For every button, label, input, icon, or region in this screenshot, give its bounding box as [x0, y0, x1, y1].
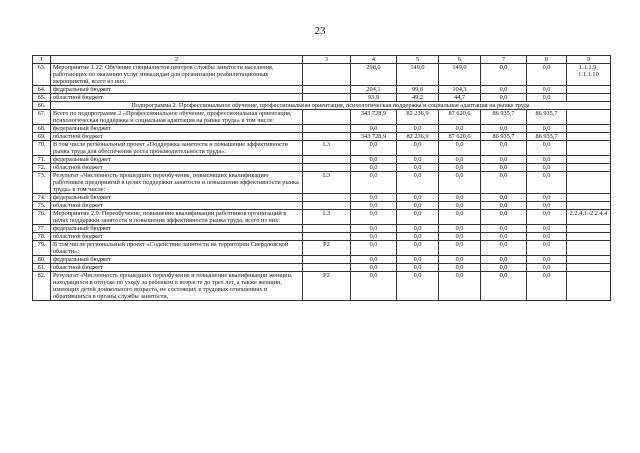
cell-ref — [567, 264, 611, 272]
cell-desc: областной бюджет — [51, 233, 303, 241]
cell-v4: 0,0 — [481, 64, 527, 86]
cell-v5: 0,0 — [527, 264, 567, 272]
cell-n: 79. — [33, 241, 51, 256]
table-row — [33, 125, 611, 133]
cell-code — [303, 202, 351, 210]
header-cell: 2 — [51, 56, 303, 64]
cell-v4: 0,0 — [481, 233, 527, 241]
cell-v4: 0,0 — [481, 164, 527, 172]
cell-ref — [567, 272, 611, 301]
cell-ref — [567, 110, 611, 125]
table-row — [33, 233, 611, 241]
cell-n: 73. — [33, 172, 51, 194]
cell-v2: 0,0 — [397, 233, 439, 241]
cell-v1: 298,0 — [351, 64, 397, 86]
cell-v2: 0,0 — [397, 225, 439, 233]
cell-code — [303, 86, 351, 94]
cell-v5: 86 935,7 — [527, 110, 567, 125]
header-cell: 5 — [397, 56, 439, 64]
cell-n: 72. — [33, 164, 51, 172]
cell-v2: 82 236,9 — [397, 110, 439, 125]
table-row — [33, 241, 611, 256]
cell-code — [303, 156, 351, 164]
cell-code — [303, 133, 351, 141]
table-row — [33, 225, 611, 233]
cell-v5: 0,0 — [527, 194, 567, 202]
cell-code — [303, 194, 351, 202]
cell-n: 67. — [33, 110, 51, 125]
budget-table — [32, 55, 611, 301]
cell-v5: 0,0 — [527, 125, 567, 133]
cell-v5: 0,0 — [527, 202, 567, 210]
table-row — [33, 133, 611, 141]
cell-desc: областной бюджет — [51, 133, 303, 141]
cell-v1: 93,9 — [351, 94, 397, 102]
cell-v5: 86 935,7 — [527, 133, 567, 141]
table-row — [33, 164, 611, 172]
header-row — [33, 56, 611, 64]
header-cell: 4 — [351, 56, 397, 64]
cell-code — [303, 233, 351, 241]
cell-desc: федеральный бюджет — [51, 256, 303, 264]
cell-v3: 0,0 — [439, 202, 481, 210]
cell-desc: Мероприятие 2.9. Переобучение, повышение квалификации работников организаций в целях поддержки занятости и повышения эффективности рынка труда, всего из них: — [51, 210, 303, 225]
table-row — [33, 202, 611, 210]
cell-ref — [567, 164, 611, 172]
cell-v2: 0,0 — [397, 125, 439, 133]
cell-v4: 0,0 — [481, 156, 527, 164]
table-row — [33, 64, 611, 86]
cell-desc: Результат «Численность прошедших переобучение и повышение квалификации женщин, находящихся в отпуске по уходу за ребенком в возрасте до трех лет, а также женщин, имеющих детей дошкольного возраста, не состоящих в трудовых отношениях и обратившихся в органы службы занятости, — [51, 272, 303, 301]
cell-v4: 0,0 — [481, 241, 527, 256]
header-cell: 9 — [567, 56, 611, 64]
cell-v2: 0,0 — [397, 272, 439, 301]
cell-v1: 0,0 — [351, 241, 397, 256]
cell-v2: 0,0 — [397, 156, 439, 164]
cell-ref — [567, 241, 611, 256]
cell-v3: 0,0 — [439, 172, 481, 194]
cell-v4: 0,0 — [481, 125, 527, 133]
cell-v4: 0,0 — [481, 225, 527, 233]
cell-v3: 0,0 — [439, 156, 481, 164]
cell-v3: 0,0 — [439, 164, 481, 172]
cell-v5: 0,0 — [527, 225, 567, 233]
header-cell: 8 — [527, 56, 567, 64]
cell-n: 75. — [33, 202, 51, 210]
cell-v3: 0,0 — [439, 141, 481, 156]
cell-n: 78. — [33, 233, 51, 241]
cell-v3: 0,0 — [439, 210, 481, 225]
cell-n: 68. — [33, 125, 51, 133]
cell-v4: 0,0 — [481, 210, 527, 225]
cell-ref — [567, 202, 611, 210]
table-row — [33, 110, 611, 125]
table-row — [33, 172, 611, 194]
cell-v3: 149,0 — [439, 64, 481, 86]
cell-v4: 0,0 — [481, 272, 527, 301]
table-row — [33, 264, 611, 272]
cell-desc: федеральный бюджет — [51, 86, 303, 94]
cell-v1: 0,0 — [351, 233, 397, 241]
cell-v1: 0,0 — [351, 256, 397, 264]
cell-desc: Всего по подпрограмме 2 «Профессиональное обучение, профессиональная ориентация, психологическая поддержка и социальная адаптация на рынке труда» в том числе: — [51, 110, 303, 125]
cell-desc: Результат «Численность прошедших переобучение, повысивших квалификацию работников предприятий в целях поддержки занятости и повышения эффективности рынка труда» в том числе: — [51, 172, 303, 194]
cell-n: 64. — [33, 86, 51, 94]
cell-code: P2 — [303, 241, 351, 256]
cell-ref — [567, 94, 611, 102]
cell-v1: 204,1 — [351, 86, 397, 94]
cell-v5: 0,0 — [527, 164, 567, 172]
cell-desc: федеральный бюджет — [51, 125, 303, 133]
cell-v5: 0,0 — [527, 141, 567, 156]
cell-v5: 0,0 — [527, 210, 567, 225]
cell-v4: 0,0 — [481, 194, 527, 202]
cell-code — [303, 256, 351, 264]
cell-v2: 149,0 — [397, 64, 439, 86]
cell-v4: 0,0 — [481, 94, 527, 102]
cell-v1: 0,0 — [351, 164, 397, 172]
cell-v3: 0,0 — [439, 194, 481, 202]
cell-ref — [567, 256, 611, 264]
cell-ref — [567, 125, 611, 133]
header-cell: 7 — [481, 56, 527, 64]
header-cell: 1 — [33, 56, 51, 64]
cell-code: L3 — [303, 172, 351, 194]
cell-code — [303, 225, 351, 233]
cell-code: P2 — [303, 272, 351, 301]
cell-v4: 0,0 — [481, 256, 527, 264]
cell-v3: 0,0 — [439, 256, 481, 264]
cell-v1: 0,0 — [351, 225, 397, 233]
cell-v3: 44,7 — [439, 94, 481, 102]
table-row — [33, 194, 611, 202]
cell-desc: федеральный бюджет — [51, 156, 303, 164]
cell-v3: 0,0 — [439, 272, 481, 301]
cell-span: Подпрограмма 2. Профессиональное обучение, профессиональная ориентация, психологическая поддержка и социальная адаптация на рынке труда — [51, 102, 611, 110]
cell-code — [303, 94, 351, 102]
cell-desc: областной бюджет — [51, 164, 303, 172]
cell-v1: 0,0 — [351, 194, 397, 202]
cell-ref: 2.2.4.1–2.2.4.4 — [567, 210, 611, 225]
cell-n: 77. — [33, 225, 51, 233]
cell-ref — [567, 172, 611, 194]
cell-v2: 0,0 — [397, 256, 439, 264]
table-row — [33, 210, 611, 225]
cell-v2: 0,0 — [397, 141, 439, 156]
cell-ref — [567, 86, 611, 94]
cell-code — [303, 264, 351, 272]
cell-n: 76. — [33, 210, 51, 225]
cell-desc: областной бюджет — [51, 202, 303, 210]
cell-desc: областной бюджет — [51, 264, 303, 272]
cell-v1: 0,0 — [351, 272, 397, 301]
cell-ref — [567, 233, 611, 241]
cell-n: 81. — [33, 264, 51, 272]
cell-n: 69. — [33, 133, 51, 141]
cell-desc: федеральный бюджет — [51, 194, 303, 202]
cell-v5: 0,0 — [527, 233, 567, 241]
cell-v3: 87 620,6 — [439, 133, 481, 141]
cell-v2: 0,0 — [397, 202, 439, 210]
cell-v4: 0,0 — [481, 172, 527, 194]
table-row — [33, 156, 611, 164]
cell-v1: 0,0 — [351, 141, 397, 156]
cell-code — [303, 64, 351, 86]
cell-v1: 0,0 — [351, 156, 397, 164]
cell-v4: 0,0 — [481, 86, 527, 94]
cell-v5: 0,0 — [527, 241, 567, 256]
cell-v1: 0,0 — [351, 264, 397, 272]
cell-desc: В том числе региональный проект «Поддержка занятости и повышение эффективности рынка труда для обеспечения роста производительности труда»: — [51, 141, 303, 156]
table-row — [33, 272, 611, 301]
cell-n: 66. — [33, 102, 51, 110]
cell-v1: 0,0 — [351, 172, 397, 194]
cell-v5: 0,0 — [527, 156, 567, 164]
cell-code: L3 — [303, 210, 351, 225]
cell-v2: 0,0 — [397, 172, 439, 194]
cell-ref — [567, 133, 611, 141]
cell-v5: 0,0 — [527, 172, 567, 194]
cell-n: 63. — [33, 64, 51, 86]
cell-v3: 0,0 — [439, 233, 481, 241]
table-row — [33, 256, 611, 264]
cell-v3: 0,0 — [439, 264, 481, 272]
cell-v1: 343 728,9 — [351, 110, 397, 125]
cell-v1: 0,0 — [351, 125, 397, 133]
cell-ref: 1.1.1.9, 1.1.1.10 — [567, 64, 611, 86]
cell-v2: 0,0 — [397, 241, 439, 256]
header-cell: 6 — [439, 56, 481, 64]
cell-code: L3 — [303, 141, 351, 156]
cell-desc: Мероприятие 1.22. Обучение специалистов центров службы занятости населения, работающих по оказанию услуг инвалидам для организации реабилитационных мероприятий, всего из них: — [51, 64, 303, 86]
table-row — [33, 94, 611, 102]
cell-ref — [567, 141, 611, 156]
cell-v3: 0,0 — [439, 125, 481, 133]
cell-v1: 343 728,9 — [351, 133, 397, 141]
page-number: 23 — [314, 25, 326, 37]
cell-ref — [567, 225, 611, 233]
cell-v4: 0,0 — [481, 141, 527, 156]
cell-v1: 0,0 — [351, 202, 397, 210]
header-cell: 3 — [303, 56, 351, 64]
cell-n: 65. — [33, 94, 51, 102]
cell-v2: 0,0 — [397, 164, 439, 172]
cell-desc: В том числе региональный проект «Содействие занятости на территории Свердловской области»: — [51, 241, 303, 256]
cell-desc: федеральный бюджет — [51, 225, 303, 233]
cell-v5: 0,0 — [527, 256, 567, 264]
cell-n: 71. — [33, 156, 51, 164]
cell-v1: 0,0 — [351, 210, 397, 225]
table-row — [33, 86, 611, 94]
cell-v5: 0,0 — [527, 272, 567, 301]
cell-v4: 0,0 — [481, 264, 527, 272]
cell-v5: 0,0 — [527, 94, 567, 102]
cell-code — [303, 164, 351, 172]
cell-v2: 99,8 — [397, 86, 439, 94]
cell-v4: 0,0 — [481, 202, 527, 210]
cell-v2: 49,2 — [397, 94, 439, 102]
cell-ref — [567, 194, 611, 202]
cell-v2: 0,0 — [397, 194, 439, 202]
cell-v2: 0,0 — [397, 264, 439, 272]
cell-v3: 0,0 — [439, 241, 481, 256]
cell-v5: 0,0 — [527, 64, 567, 86]
cell-v2: 82 236,9 — [397, 133, 439, 141]
cell-ref — [567, 156, 611, 164]
cell-v4: 86 935,7 — [481, 133, 527, 141]
cell-n: 80. — [33, 256, 51, 264]
cell-n: 82. — [33, 272, 51, 301]
table-row — [33, 102, 611, 110]
cell-code — [303, 125, 351, 133]
cell-n: 70. — [33, 141, 51, 156]
cell-v3: 104,3 — [439, 86, 481, 94]
cell-code — [303, 110, 351, 125]
cell-v3: 0,0 — [439, 225, 481, 233]
table-row — [33, 141, 611, 156]
cell-v3: 87 620,6 — [439, 110, 481, 125]
cell-n: 74. — [33, 194, 51, 202]
cell-v5: 0,0 — [527, 86, 567, 94]
cell-v4: 86 935,7 — [481, 110, 527, 125]
cell-v2: 0,0 — [397, 210, 439, 225]
cell-desc: областной бюджет — [51, 94, 303, 102]
